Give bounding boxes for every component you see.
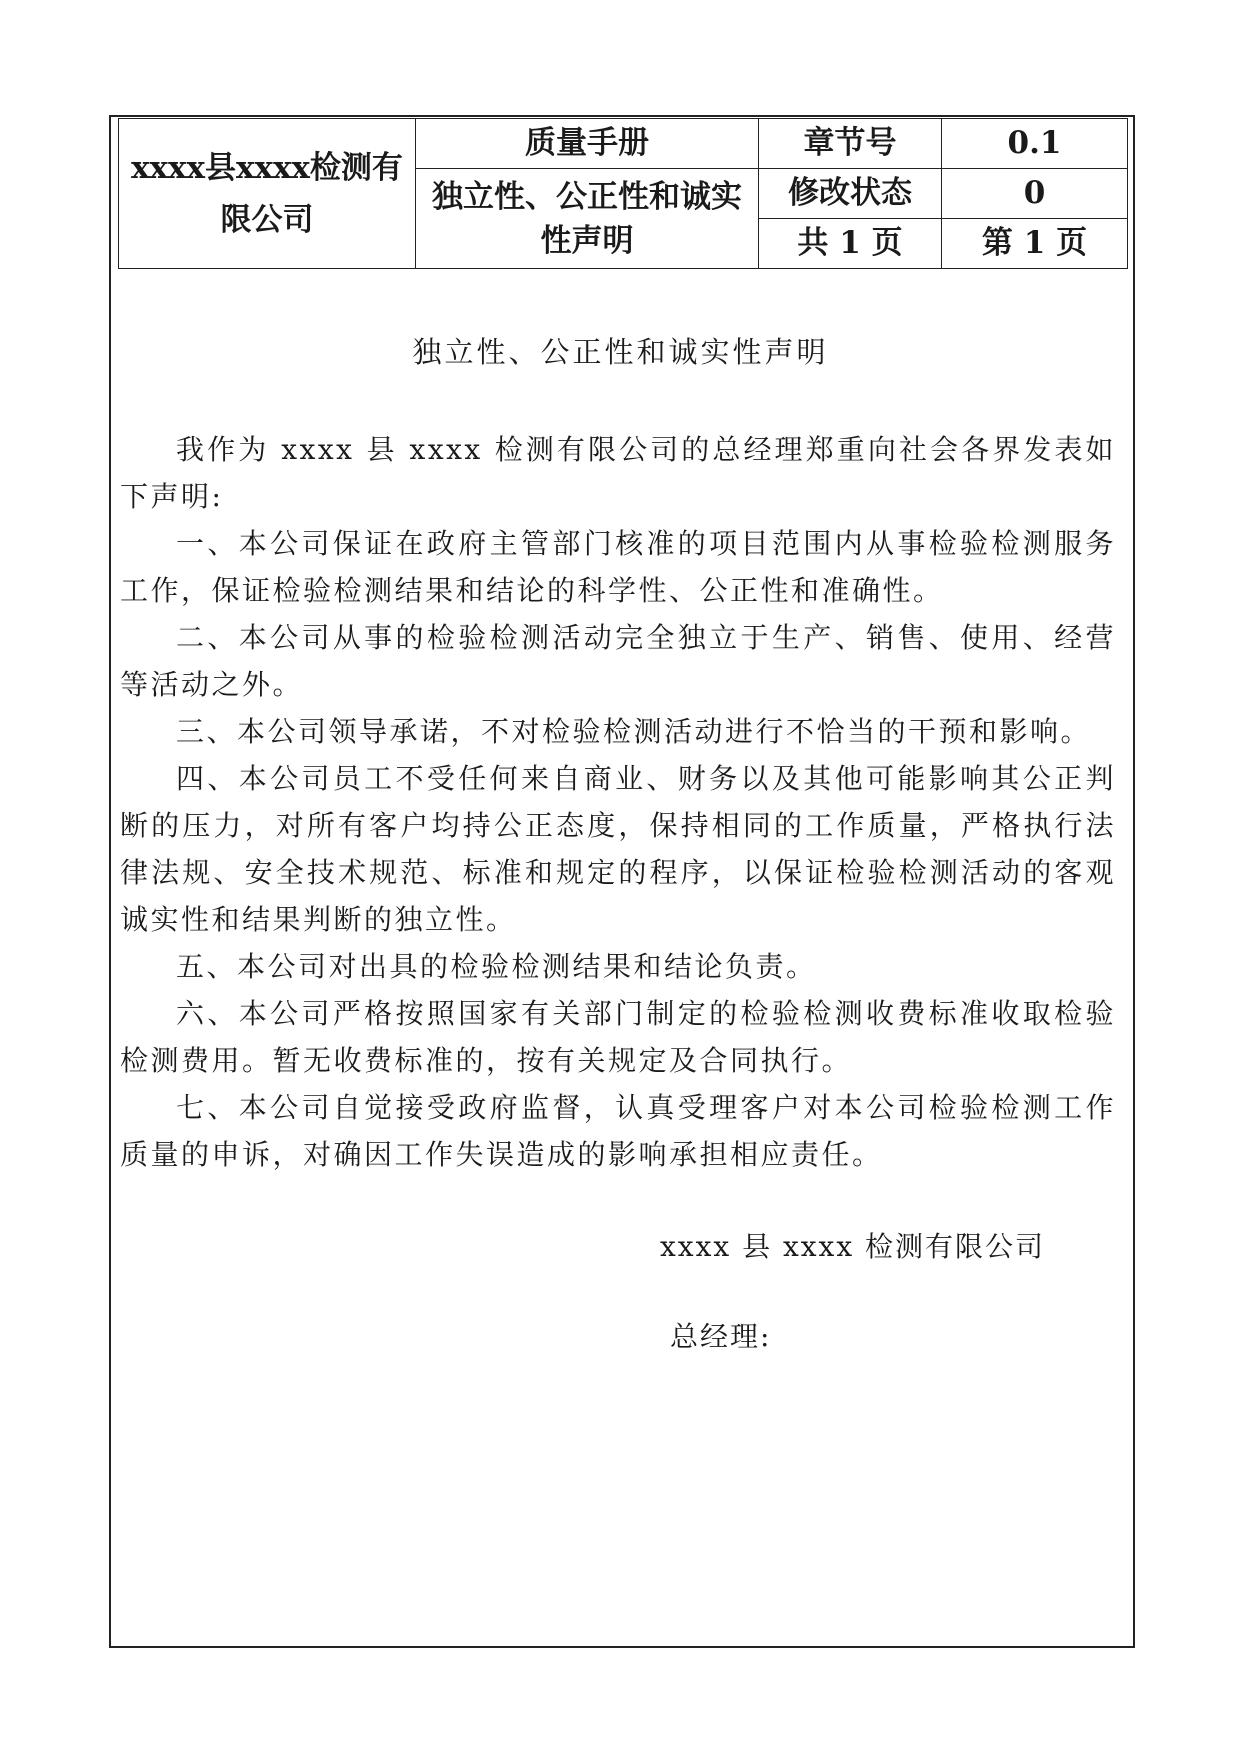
statement-body bbox=[120, 426, 1116, 1178]
company-name: xxxx县xxxx检测有限公司 bbox=[119, 119, 416, 269]
section-title: 独立性、公正性和诚实性声明 bbox=[416, 169, 759, 269]
statement-item-6: 六、本公司严格按照国家有关部门制定的检验检测收费标准收取检验检测费用。暂无收费标准的，按有关规定及合同执行。 bbox=[120, 997, 1116, 1077]
chapter-label: 章节号 bbox=[759, 119, 942, 169]
statement-item-7: 七、本公司自觉接受政府监督，认真受理客户对本公司检验检测工作质量的申诉，对确因工作失误造成的影响承担相应责任。 bbox=[120, 1091, 1116, 1171]
statement-item-3: 三、本公司领导承诺，不对检验检测活动进行不恰当的干预和影响。 bbox=[176, 715, 1092, 748]
document-title: 独立性、公正性和诚实性声明 bbox=[412, 335, 829, 369]
statement-intro: 我作为 xxxx 县 xxxx 检测有限公司的总经理郑重向社会各界发表如下声明: bbox=[120, 433, 1116, 513]
total-pages: 共 1 页 bbox=[759, 219, 942, 269]
chapter-value: 0.1 bbox=[942, 119, 1128, 169]
statement-item-2: 二、本公司从事的检验检测活动完全独立于生产、销售、使用、经营等活动之外。 bbox=[120, 621, 1116, 701]
signature-manager: 总经理: bbox=[670, 1320, 772, 1353]
statement-item-1: 一、本公司保证在政府主管部门核准的项目范围内从事检验检测服务工作，保证检验检测结果和结论的科学性、公正性和准确性。 bbox=[120, 527, 1116, 607]
page-number: 第 1 页 bbox=[942, 219, 1128, 269]
signature-company: xxxx 县 xxxx 检测有限公司 bbox=[660, 1230, 1046, 1263]
manual-title: 质量手册 bbox=[416, 119, 759, 169]
statement-item-5: 五、本公司对出具的检验检测结果和结论负责。 bbox=[176, 950, 817, 983]
revision-label: 修改状态 bbox=[759, 169, 942, 219]
statement-item-4: 四、本公司员工不受任何来自商业、财务以及其他可能影响其公正判断的压力，对所有客户均持公正态度，保持相同的工作质量，严格执行法律法规、安全技术规范、标准和规定的程序，以保证检验检测活动的客观诚实性和结果判断的独立性。 bbox=[120, 762, 1116, 936]
revision-value: 0 bbox=[942, 169, 1128, 219]
document-header-table bbox=[118, 118, 1128, 269]
